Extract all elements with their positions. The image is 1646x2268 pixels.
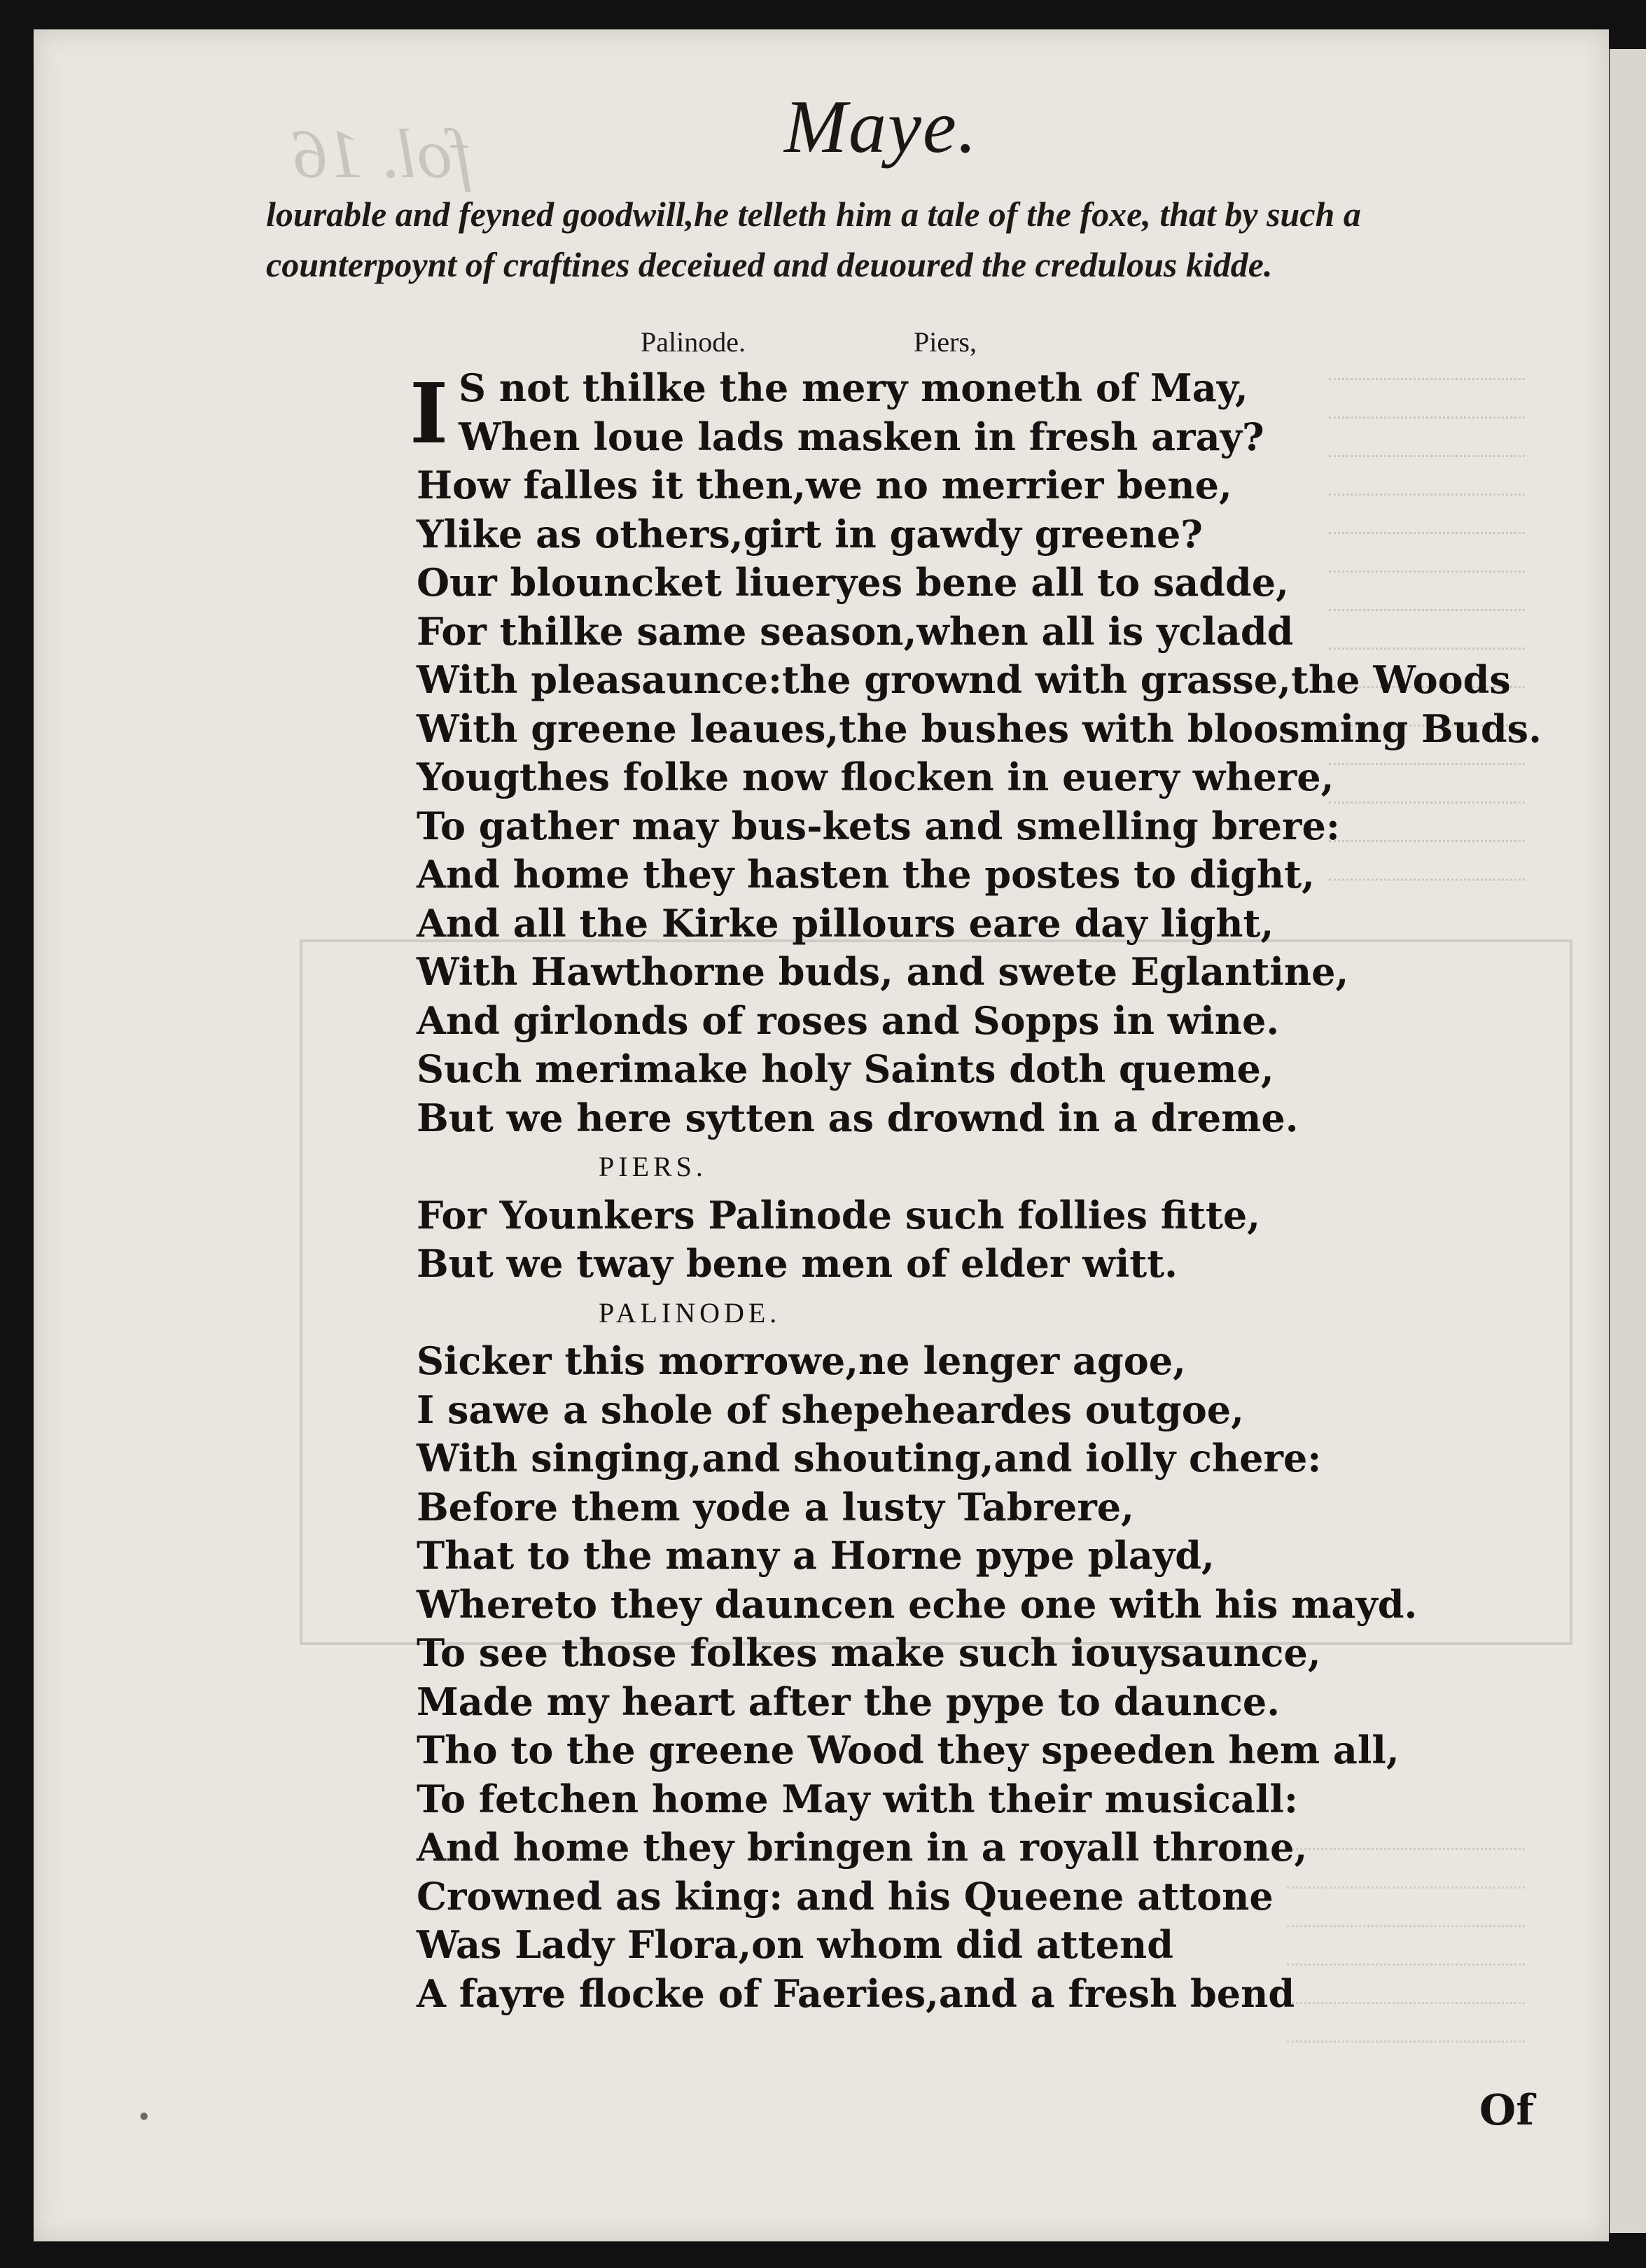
verse-line: To see those folkes make such iouysaunce, bbox=[417, 1630, 1321, 1675]
verse-line: Was Lady Flora,on whom did attend bbox=[417, 1922, 1174, 1967]
verse-line: But we here sytten as drownd in a dreme. bbox=[417, 1095, 1299, 1140]
verse-line: Whereto they dauncen eche one with his mayd. bbox=[417, 1581, 1418, 1627]
verse-line: Ylike as others,girt in gawdy greene? bbox=[417, 511, 1203, 556]
speaker-heading: PIERS. bbox=[599, 1151, 707, 1182]
verse-line: Before them yode a lusty Tabrere, bbox=[417, 1484, 1134, 1530]
verse-line: To fetchen home May with their musicall: bbox=[417, 1776, 1298, 1821]
verse-line: Tho to the greene Wood they speeden hem all, bbox=[417, 1728, 1400, 1772]
speaker-label-left: Palinode. bbox=[641, 326, 746, 358]
verse-line: Made my heart after the pype to daunce. bbox=[417, 1679, 1281, 1724]
verse-line: With Hawthorne buds, and swete Eglantine, bbox=[417, 949, 1349, 994]
drop-cap: I bbox=[410, 365, 449, 462]
verse-line: A fayre flocke of Faeries,and a fresh bend bbox=[417, 1970, 1295, 2016]
verse-line: That to the many a Horne pype playd, bbox=[417, 1533, 1215, 1578]
argument-text: lourable and feyned goodwill,he telleth him a tale of the foxe, that by such a counterpoynt of craftines deceiued and deuoured the credulous kidde. bbox=[266, 195, 1361, 284]
verse-line: S not thilke the mery moneth of May, bbox=[459, 365, 1248, 410]
verse-line: Yougthes folke now flocken in euery where, bbox=[417, 755, 1334, 799]
verse-line: For Younkers Palinode such follies fitte, bbox=[417, 1192, 1261, 1238]
verse-line: Crowned as king: and his Queene attone bbox=[417, 1873, 1274, 1919]
verse-line: And home they hasten the postes to dight, bbox=[417, 852, 1315, 897]
running-head: Maye. bbox=[784, 85, 978, 169]
verse-block bbox=[410, 364, 1551, 2018]
verse-line: And girlonds of roses and Sopps in wine. bbox=[417, 997, 1280, 1043]
verse-line: And home they bringen in a royall throne, bbox=[417, 1825, 1308, 1870]
verse-line: I sawe a shole of shepeheardes outgoe, bbox=[417, 1387, 1244, 1432]
verse-line: Sicker this morrowe,ne lenger agoe, bbox=[417, 1338, 1186, 1383]
verse-line: How falles it then,we no merrier bene, bbox=[417, 463, 1232, 507]
catchword: Of bbox=[1479, 2086, 1534, 2135]
verse-line: When loue lads masken in fresh aray? bbox=[459, 414, 1264, 459]
verse-line: And all the Kirke pillours eare day light, bbox=[417, 900, 1274, 946]
signature-mark: • bbox=[137, 2104, 152, 2132]
verse-line: With pleasaunce:the grownd with grasse,the Woods bbox=[417, 657, 1511, 702]
verse-line: Our blouncket liueryes bene all to sadde, bbox=[417, 560, 1289, 605]
adjacent-page-edge bbox=[1610, 49, 1646, 2233]
speaker-label-right: Piers, bbox=[914, 326, 977, 358]
verse-line: But we tway bene men of elder witt. bbox=[417, 1241, 1178, 1286]
verse-line: With greene leaues,the bushes with bloosming Buds. bbox=[417, 706, 1542, 751]
verse-line: With singing,and shouting,and iolly chere: bbox=[417, 1436, 1322, 1480]
speaker-heading: PALINODE. bbox=[599, 1296, 781, 1329]
bleed-through-folio: fol. 16 bbox=[293, 115, 472, 192]
verse-line: To gather may bus-kets and smelling brere: bbox=[417, 803, 1340, 848]
verse-line: Such merimake holy Saints doth queme, bbox=[417, 1046, 1274, 1091]
verse-line: For thilke same season,when all is ycladd bbox=[417, 608, 1294, 654]
